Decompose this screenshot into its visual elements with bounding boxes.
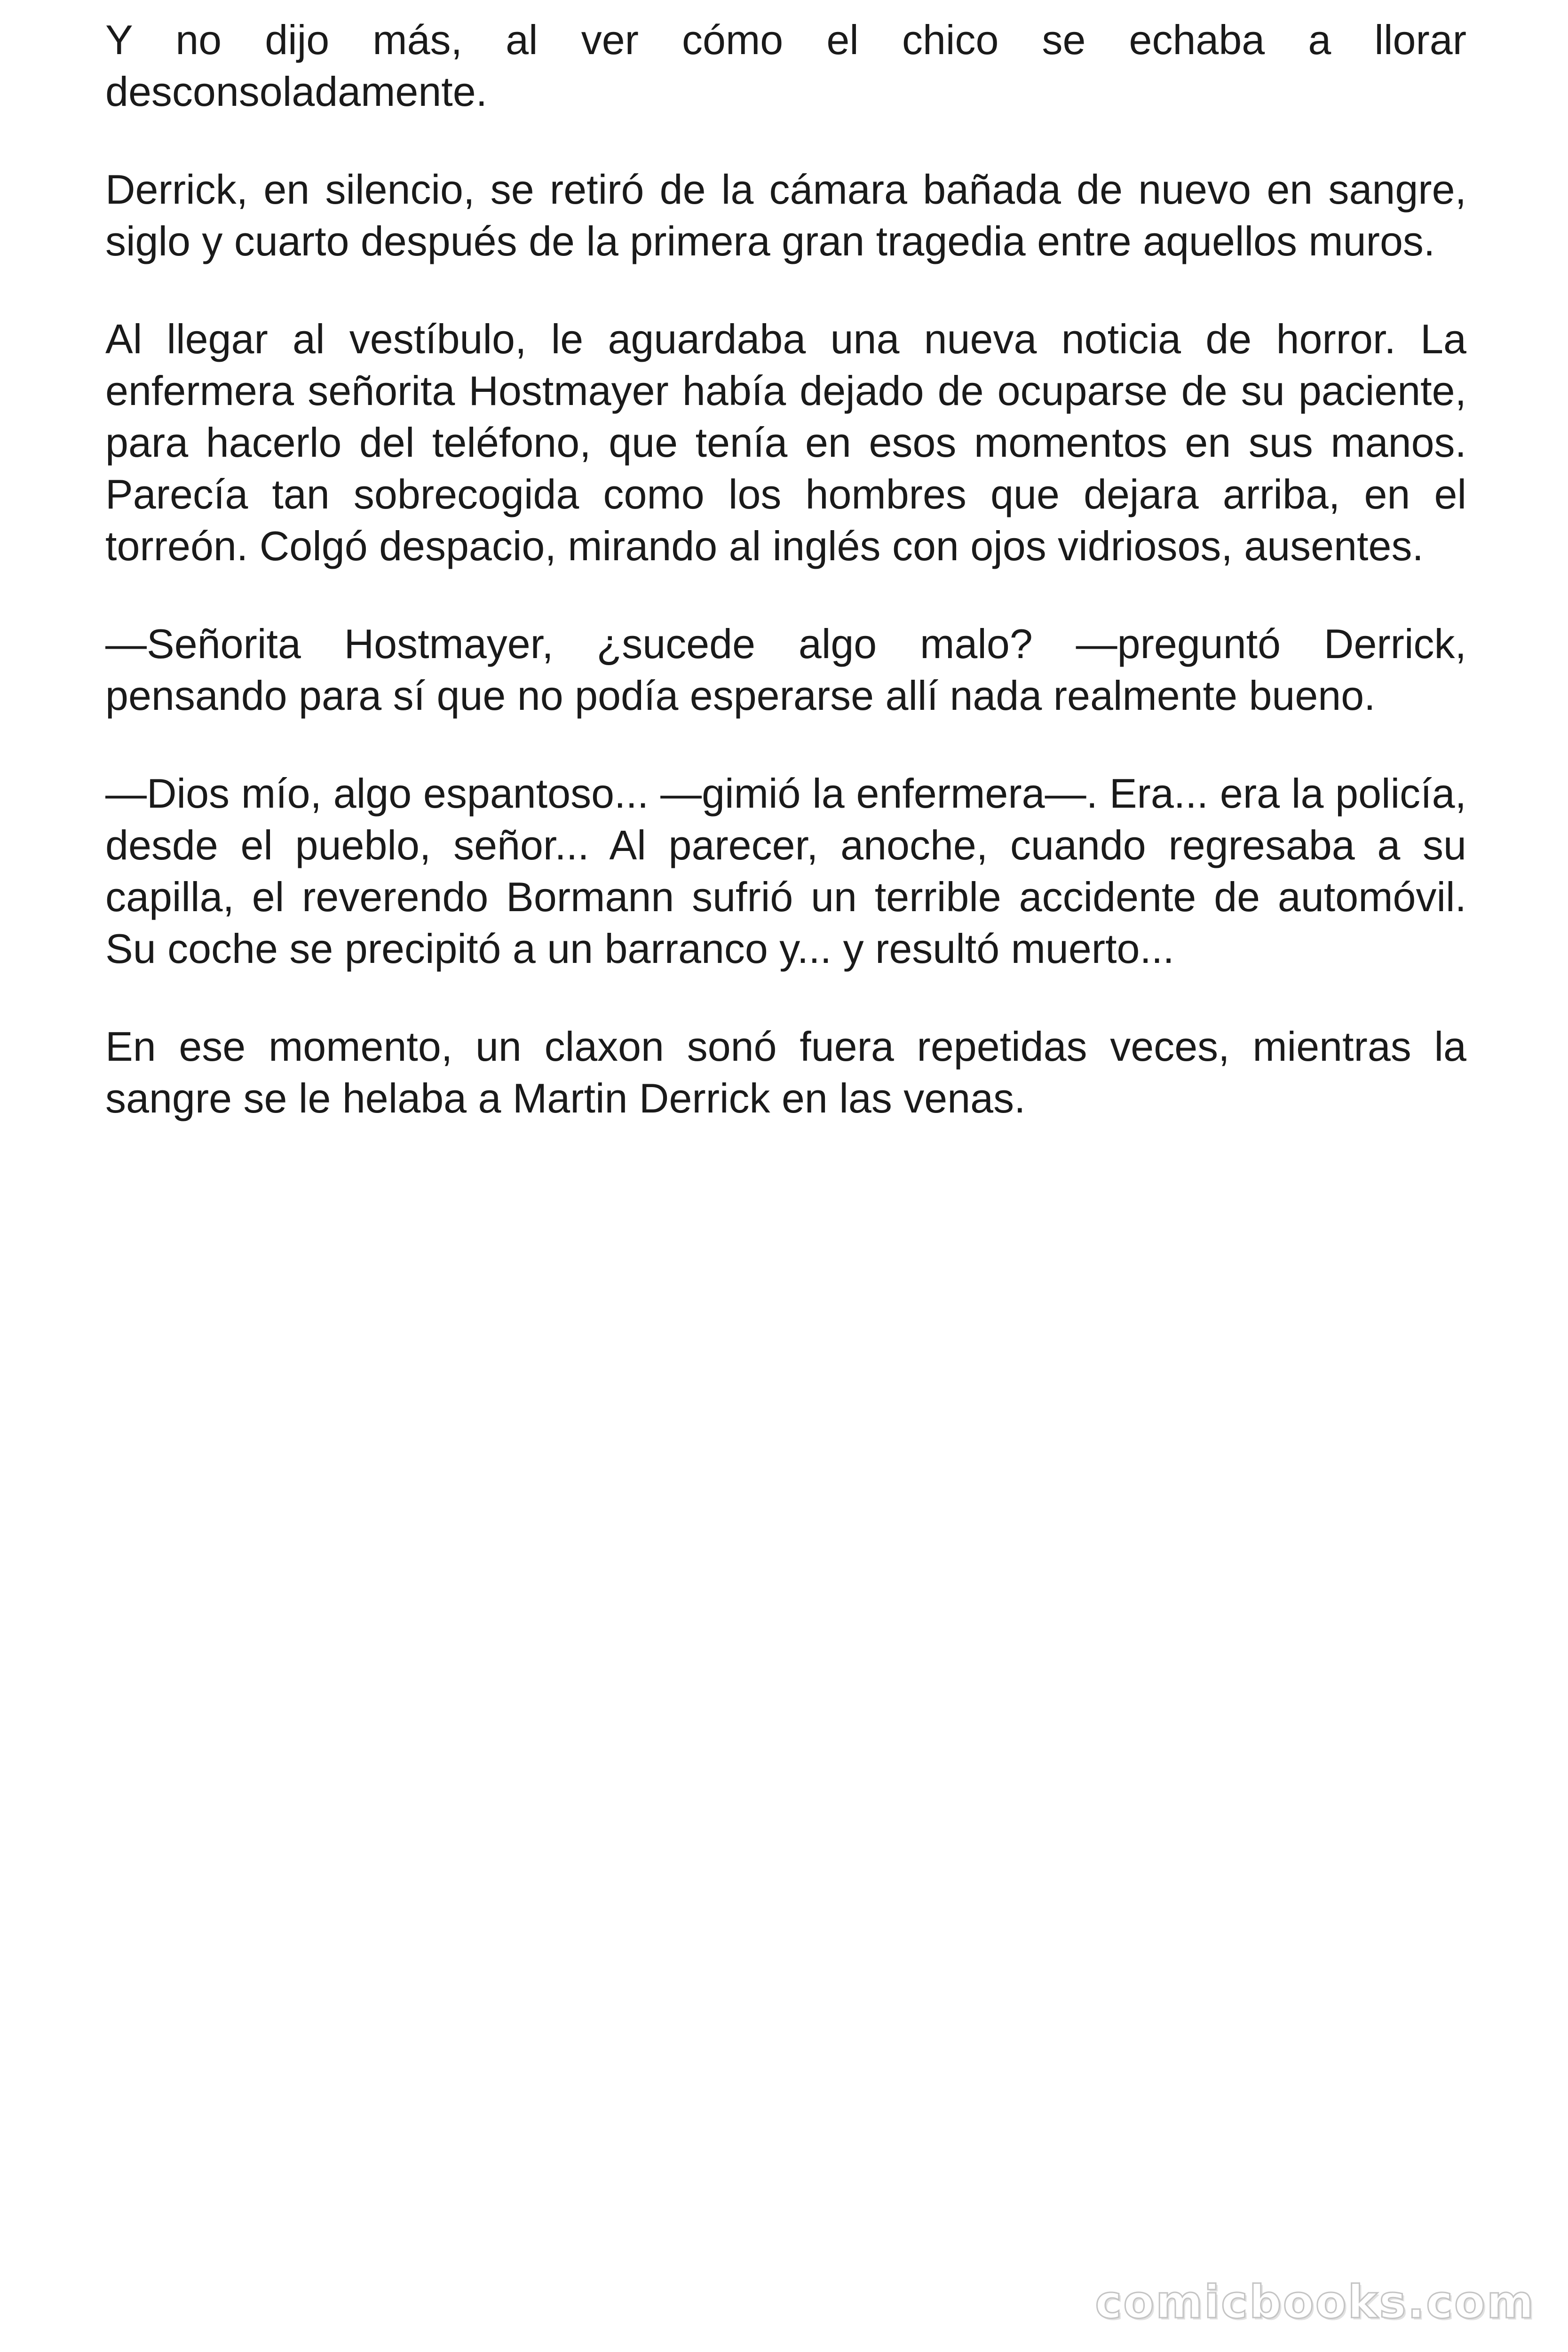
paragraph: En ese momento, un claxon sonó fuera repetidas veces, mientras la sangre se le helaba a Martin Derrick en las venas. [105, 1023, 1466, 1121]
paragraph: Y no dijo más, al ver cómo el chico se echaba a llorar desconsoladamente. [105, 16, 1466, 115]
watermark: comicbooks.com [1095, 2276, 1535, 2328]
paragraph: —Dios mío, algo espantoso... —gimió la enfermera—. Era... era la policía, desde el pueblo, señor... Al parecer, anoche, cuando regresaba a su capilla, el reverendo Bormann sufrió un terrible accidente de automóvil. Su coche se precipitó a un barranco y... y resultó muerto... [105, 770, 1466, 972]
paragraph: —Señorita Hostmayer, ¿sucede algo malo? —preguntó Derrick, pensando para sí que no podía esperarse allí nada realmente bueno. [105, 620, 1466, 719]
paragraph: Al llegar al vestíbulo, le aguardaba una nueva noticia de horror. La enfermera señorita Hostmayer había dejado de ocuparse de su paciente, para hacerlo del teléfono, que tenía en esos momentos en sus manos. Parecía tan sobrecogida como los hombres que dejara arriba, en el torreón. Colgó despacio, mirando al inglés con ojos vidriosos, ausentes. [105, 316, 1466, 569]
paragraph: Derrick, en silencio, se retiró de la cámara bañada de nuevo en sangre, siglo y cuarto después de la primera gran tragedia entre aquellos muros. [105, 166, 1466, 264]
body-text [105, 14, 1466, 1170]
